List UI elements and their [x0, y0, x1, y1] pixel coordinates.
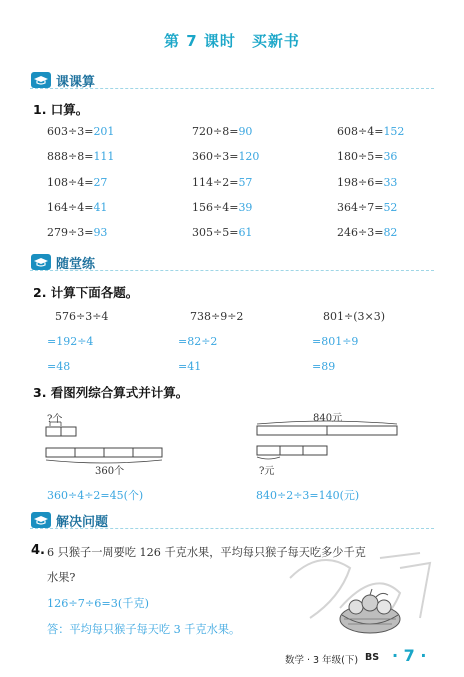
oral-calc-question: 305÷5=	[192, 226, 239, 239]
oral-calc-question: 608÷4=	[337, 125, 384, 138]
oral-calc-item	[192, 150, 259, 163]
oral-calc-question: 360÷3=	[192, 150, 239, 163]
diagram-bottom-label: ?元	[259, 466, 275, 477]
page-title: 第 7 课时 买新书	[164, 32, 300, 50]
section-title: 随堂练	[56, 256, 96, 272]
calc-step: =41	[178, 360, 202, 373]
diagram-answer: 360÷4÷2=45(个)	[47, 489, 144, 502]
oral-calc-question: 180÷5=	[337, 150, 384, 163]
graduation-cap-icon	[30, 253, 52, 271]
oral-calc-question: 603÷3=	[47, 125, 94, 138]
oral-calc-answer: 27	[93, 176, 108, 189]
oral-calc-answer: 52	[383, 201, 398, 214]
oral-calc-answer: 39	[238, 201, 253, 214]
section-divider	[30, 270, 434, 271]
calc-step: =192÷4	[47, 335, 94, 348]
section-title: 解决问题	[56, 514, 109, 530]
calc-step: =801÷9	[312, 335, 359, 348]
oral-calc-item	[337, 201, 397, 214]
diagram-answer: 840÷2÷3=140(元)	[256, 489, 360, 502]
oral-calc-item	[47, 226, 107, 239]
oral-calc-answer: 41	[93, 201, 108, 214]
oral-calc-item	[337, 226, 397, 239]
oral-calc-question: 246÷3=	[337, 226, 384, 239]
question-4-number: 4.	[31, 543, 45, 558]
oral-calc-question: 156÷4=	[192, 201, 239, 214]
diagram-bottom-label: 360个	[95, 466, 125, 477]
page-number	[392, 646, 426, 665]
oral-calc-item	[47, 125, 114, 138]
oral-calc-item	[47, 150, 114, 163]
oral-calc-answer: 36	[383, 150, 398, 163]
oral-calc-question: 720÷8=	[192, 125, 239, 138]
oral-calc-question: 164÷4=	[47, 201, 94, 214]
oral-calc-question: 364÷7=	[337, 201, 384, 214]
section-header-suitanglian	[30, 252, 95, 272]
oral-calc-answer: 61	[238, 226, 253, 239]
oral-calc-answer: 90	[238, 125, 253, 138]
oral-calc-question: 888÷8=	[47, 150, 94, 163]
calc-expr: 738÷9÷2	[190, 310, 244, 323]
oral-calc-item	[337, 150, 397, 163]
footer-edition: BS	[365, 652, 380, 663]
oral-calc-answer: 111	[93, 150, 115, 163]
calc-step: =89	[312, 360, 336, 373]
graduation-cap-icon	[30, 511, 52, 529]
fruit-basket-illustration	[334, 585, 406, 637]
oral-calc-answer: 93	[93, 226, 108, 239]
calc-step: =82÷2	[178, 335, 218, 348]
section-header-jiejuewenti	[30, 510, 108, 530]
diagram-top-label: 840元	[313, 413, 343, 424]
graduation-cap-icon	[30, 71, 52, 89]
oral-calc-answer: 201	[93, 125, 115, 138]
question-4-calc: 126÷7÷6=3(千克)	[47, 597, 149, 610]
section-header-kekesuan	[30, 70, 95, 90]
oral-calc-answer: 82	[383, 226, 398, 239]
oral-calc-item	[192, 226, 252, 239]
footer-book-info: 数学 · 3 年级(下)	[285, 655, 359, 666]
oral-calc-item	[192, 125, 252, 138]
oral-calc-answer: 152	[383, 125, 405, 138]
question-2-label: 2. 计算下面各题。	[33, 285, 139, 300]
oral-calc-question: 279÷3=	[47, 226, 94, 239]
question-4-answer: 答：平均每只猴子每天吃 3 千克水果。	[47, 623, 241, 636]
bullet-icon: ·	[420, 646, 427, 665]
oral-calc-item	[337, 176, 397, 189]
oral-calc-answer: 57	[238, 176, 253, 189]
oral-calc-question: 198÷6=	[337, 176, 384, 189]
question-4-text: 水果?	[47, 571, 76, 584]
bullet-icon: ·	[392, 646, 399, 665]
question-3-label: 3. 看图列综合算式并计算。	[33, 385, 189, 400]
calc-step: =48	[47, 360, 71, 373]
calc-expr: 576÷3÷4	[55, 310, 109, 323]
oral-calc-item	[192, 176, 252, 189]
section-divider	[30, 528, 434, 529]
diagram-top-label: ?个	[47, 414, 63, 425]
segment-diagram-right	[254, 418, 404, 464]
oral-calc-item	[47, 176, 107, 189]
page-number-value: 7	[403, 646, 415, 665]
section-divider	[30, 88, 434, 89]
question-4-text: 6 只猴子一周要吃 126 千克水果，平均每只猴子每天吃多少千克	[47, 546, 366, 559]
oral-calc-item	[192, 201, 252, 214]
section-title: 课课算	[56, 74, 96, 90]
oral-calc-answer: 33	[383, 176, 398, 189]
oral-calc-question: 114÷2=	[192, 176, 239, 189]
oral-calc-item	[47, 201, 107, 214]
oral-calc-question: 108÷4=	[47, 176, 94, 189]
question-1-label: 1. 口算。	[33, 102, 89, 117]
calc-expr: 801÷(3×3)	[323, 310, 386, 323]
oral-calc-answer: 120	[238, 150, 260, 163]
oral-calc-item	[337, 125, 404, 138]
